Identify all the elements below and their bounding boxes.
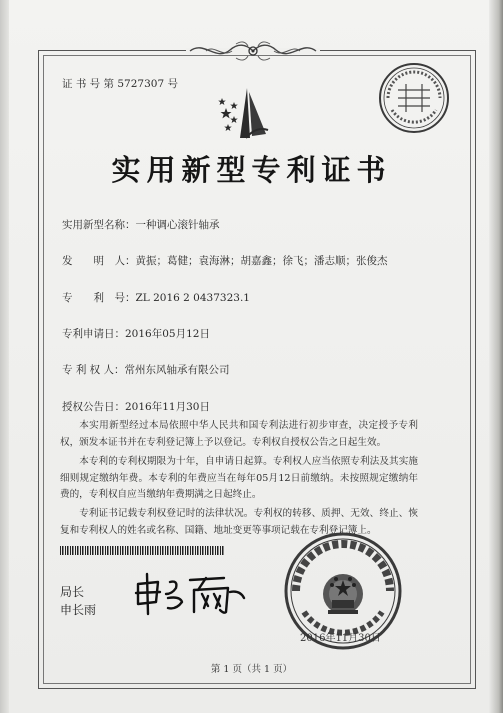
- seal-date: 2016年11月30日: [300, 633, 381, 644]
- certificate-number-label: 证 书 号 第: [62, 78, 115, 90]
- field-value: 常州东风轴承有限公司: [124, 364, 230, 376]
- director-title: 局长: [60, 585, 85, 599]
- field-patent-number: [62, 290, 250, 305]
- field-label: 专 利 号：: [62, 292, 136, 304]
- certificate-number-value: 5727307: [117, 78, 165, 90]
- field-utility-model-name: [62, 217, 220, 232]
- patent-office-emblem-icon: [216, 86, 272, 142]
- scan-edge-right: [489, 0, 503, 713]
- top-right-seal-icon: [376, 60, 452, 136]
- field-label: 专利申请日：: [62, 328, 125, 340]
- field-label: 专 利 权 人：: [62, 364, 125, 376]
- certificate-title: 实用新型专利证书: [111, 153, 392, 187]
- field-value: 2016年05月12日: [125, 328, 210, 340]
- director-signature-icon: [132, 572, 248, 616]
- field-label: 授权公告日：: [62, 401, 125, 413]
- body-paragraph-1: 本实用新型经过本局依照中华人民共和国专利法进行初步审查，决定授予专利权，颁发本证书并在专利登记簿上予以登记。专利权自授权公告之日起生效。: [60, 420, 418, 448]
- director-name: 申长雨: [60, 603, 97, 617]
- certificate-number: [62, 76, 178, 91]
- field-value: 黄振；葛健；袁海淋；胡嘉鑫；徐飞；潘志顺；张俊杰: [135, 255, 388, 267]
- scan-edge-left: [0, 0, 9, 713]
- certificate-number-suffix: 号: [167, 78, 178, 90]
- field-patentee: [62, 362, 230, 377]
- page-footer: 第 1 页（共 1 页）: [210, 664, 293, 675]
- field-label: 实用新型名称：: [62, 219, 136, 231]
- barcode: [60, 546, 224, 555]
- field-value: 2016年11月30日: [125, 401, 210, 413]
- body-paragraph-2: 本专利的专利权期限为十年，自申请日起算。专利权人应当依照专利法及其实施细则规定缴纳年费。本专利的年费应当在每年05月12日前缴纳。未按照规定缴纳年费的，专利权自应当缴纳年费期满之日起终止。: [60, 456, 418, 500]
- field-grant-date: [62, 399, 210, 414]
- field-application-date: [62, 326, 210, 341]
- top-ornament-icon: [186, 38, 320, 64]
- body-paragraph-3: 专利证书记载专利权登记时的法律状况。专利权的转移、质押、无效、终止、恢复和专利权人的姓名或名称、国籍、地址变更等事项记载在专利登记簿上。: [60, 508, 418, 536]
- field-value: 一种调心滚针轴承: [135, 219, 220, 231]
- field-inventors: [62, 253, 388, 268]
- field-value: ZL 2016 2 0437323.1: [135, 292, 250, 304]
- field-label: 发 明 人：: [62, 255, 136, 267]
